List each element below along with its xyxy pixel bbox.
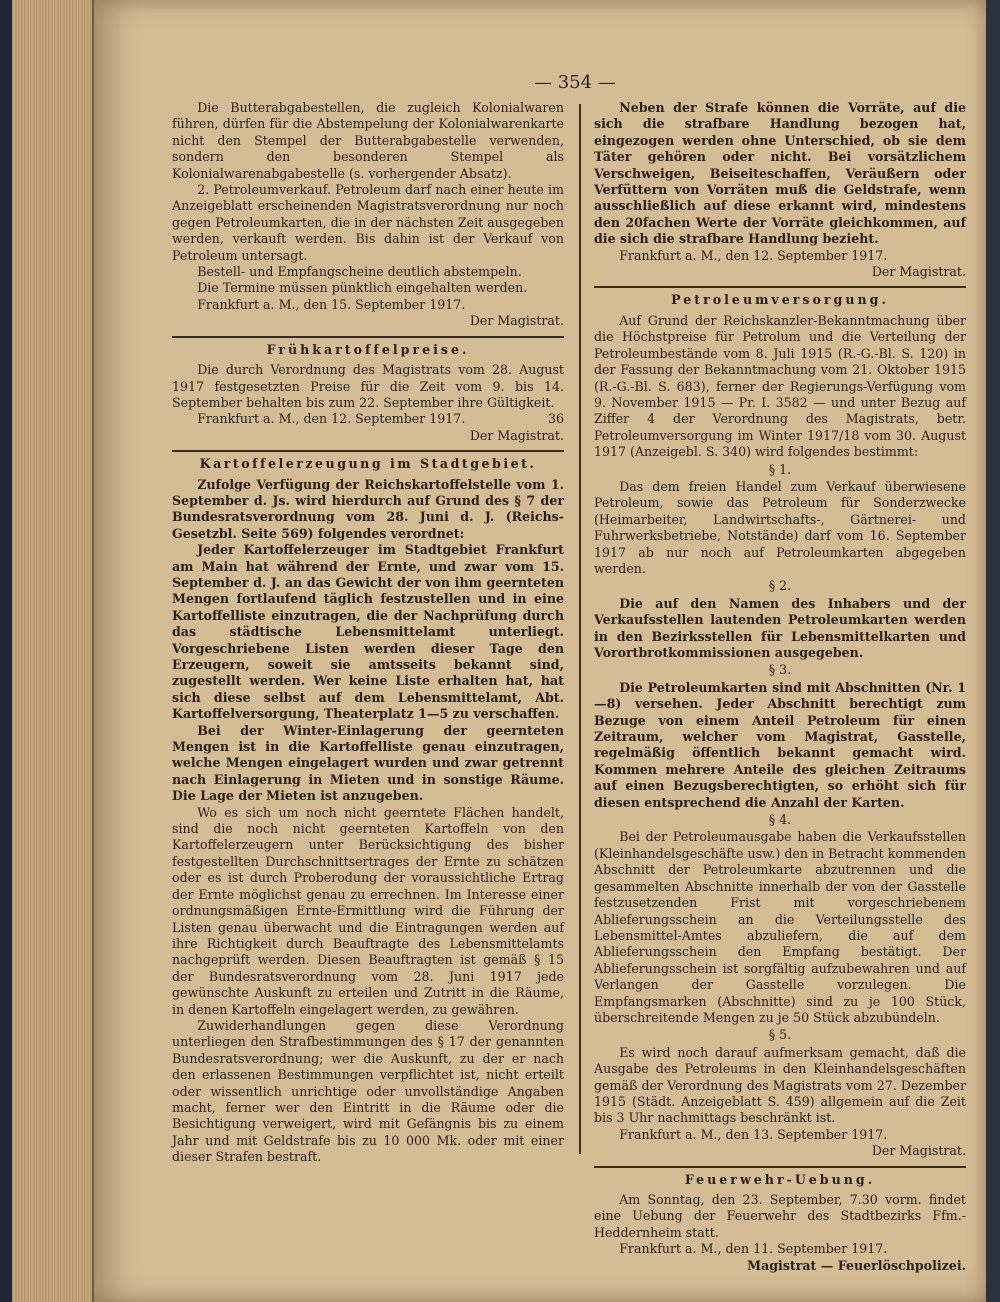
left-column xyxy=(172,100,564,1170)
notice-petroleumversorgung xyxy=(594,292,966,1159)
paragraph: Die Butterabgabestellen, die zugleich Kolonialwaren führen, dürfen für die Abstempelung der Kolonialwarenkarte nicht den Stempel der Butterabgabestelle verwenden, sondern den besonderen Stempel als Kolonialwarenabgabestelle (s. vorhergender Absatz). xyxy=(172,100,564,181)
paragraph: Es wird noch darauf aufmerksam gemacht, daß die Ausgabe des Petroleums in den Kleinhandelsgeschäften gemäß der Verordnung des Magistrats vom 27. Dezember 1915 (Städt. Anzeigeblatt S. 459) allgemein auf die Zeit bis 3 Uhr nachmittags beschränkt ist. xyxy=(594,1044,966,1126)
notice-feuerwehr-uebung xyxy=(594,1172,966,1274)
dateline-row xyxy=(172,411,564,427)
paragraph: Bei der Winter-Einlagerung der geernteten Mengen ist in die Kartoffelliste genau einzutragen, welche Mengen eingelagert wurden und zwar getrennt nach Einlagerung in Mieten und in sonstige Räume. Die Lage der Mieten ist anzugeben. xyxy=(172,722,564,804)
document-page xyxy=(94,0,986,1302)
right-column xyxy=(594,100,966,1278)
column-divider xyxy=(579,104,581,1154)
paragraph: 2. Petroleumverkauf. Petroleum darf nach einer heute im Anzeigeblatt erscheinenden Magistratsverordnung nur noch gegen Petroleumkarten, die in der nächsten Zeit ausgegeben werden, verkauft werden. Bis dahin ist der Verkauf von Petroleum untersagt. xyxy=(172,182,564,263)
paragraph: Die Petroleumkarten sind mit Abschnitten (Nr. 1—8) versehen. Jeder Abschnitt berechtigt zum Bezuge von einem Anteil Petroleum für einen Zeitraum, welcher vom Magistrat, Gasstelle, regelmäßig öffentlich bekannt gemacht wird. Kommen mehrere Anteile des gleichen Zeitraums auf einen Bezugsberechtigten, so erhöht sich für diesen entsprechend die Anzahl der Karten. xyxy=(594,679,966,810)
dateline: Frankfurt a. M., den 13. September 1917. xyxy=(619,1126,888,1142)
dateline: Frankfurt a. M., den 12. September 1917. xyxy=(197,411,466,427)
notice-continuation xyxy=(594,100,966,280)
section-heading: Frühkartoffelpreise. xyxy=(266,341,470,357)
dateline: Frankfurt a. M., den 12. September 1917. xyxy=(619,247,888,263)
section-mark: § 2. xyxy=(768,578,792,594)
paragraph: Zufolge Verfügung der Reichskartoffelstelle vom 1. September d. Js. wird hierdurch auf Grund des § 7 der Bundesratsverordnung vom 28. Juni d. J. (Reichs-Gesetzbl. Seite 569) folgendes verordnet: xyxy=(172,476,564,541)
signature: Der Magistrat. xyxy=(871,264,966,280)
paragraph: Das dem freien Handel zum Verkauf überwiesene Petroleum, sowie das Petroleum für Sonderzwecke (Heimarbeiter, Landwirtschafts-, Gärtnerei- und Fuhrwerksbetriebe, Notstände) darf vom 16. September 1917 ab nur noch auf Petroleumkarten abgegeben werden. xyxy=(594,478,966,576)
book-page-edges xyxy=(0,0,94,1302)
section-divider xyxy=(594,286,966,288)
dateline: Frankfurt a. M., den 15. September 1917. xyxy=(197,296,466,312)
section-divider xyxy=(594,1166,966,1168)
notice-butter xyxy=(172,100,564,330)
notice-fruehkartoffelpreise xyxy=(172,342,564,444)
paragraph: Die auf den Namen des Inhabers und der Verkaufsstellen lautenden Petroleumkarten werden in den Bezirksstellen für Lebensmittelkarten und Vorortbrotkommissionen ausgegeben. xyxy=(594,595,966,660)
paragraph: Zuwiderhandlungen gegen diese Verordnung unterliegen den Strafbestimmungen des § 17 der genannten Bundesratsverordnung; wer die Auskunft, zu der er nach den erlassenen Bestimmungen verpflichtet ist, nicht erteilt oder wissentlich unrichtige oder unvollständige Angaben macht, ferner wer den Eintritt in die Räume oder die Besichtigung verweigert, wird mit Gefängnis bis zu einem Jahr und mit Geldstrafe bis zu 10 000 Mk. oder mit einer dieser Strafen bestraft. xyxy=(172,1017,564,1165)
paragraph: Bei der Petroleumausgabe haben die Verkaufsstellen (Kleinhandelsgeschäfte usw.) den in Betracht kommenden Abschnitt der Petroleumkarte abzutrennen und die gesammelten Abschnitte innerhalb der von der Gasstelle festzusetzenden Frist mit vorgeschriebenem Ablieferungsschein an die Verteilungsstelle des Lebensmittel-Amtes abzuliefern, die auf dem Ablieferungsschein den Empfang bestätigt. Der Ablieferungsschein ist sorgfältig aufzubewahren und auf Verlangen der Gasstelle vorzulegen. Die Empfangsmarken (Abschnitte) sind zu je 100 Stück, überschreitende Mengen zu je 50 Stück abzubündeln. xyxy=(594,829,966,1025)
paragraph: Am Sonntag, den 23. September, 7.30 vorm. findet eine Uebung der Feuerwehr des Stadtbezirks Ffm.-Heddernheim statt. xyxy=(594,1192,966,1240)
section-divider xyxy=(172,450,564,452)
section-mark: § 5. xyxy=(768,1027,792,1043)
section-heading: Kartoffelerzeugung im Stadtgebiet. xyxy=(199,456,537,472)
section-divider xyxy=(172,336,564,338)
signature: Der Magistrat. xyxy=(469,313,564,329)
section-mark: § 3. xyxy=(768,662,792,678)
paragraph: Bestell- und Empfangscheine deutlich abstempeln. xyxy=(197,264,522,280)
notice-kartoffelerzeugung xyxy=(172,456,564,1165)
signature: Der Magistrat. xyxy=(871,1143,966,1159)
paragraph: Auf Grund der Reichskanzler-Bekanntmachung über die Höchstpreise für Petrolum und die Verteilung der Petroleumbestände vom 8. Juli 1915 (R.-G.-Bl. S. 120) in der Fassung der Bekanntmachung vom 21. Oktober 1915 (R.-G.-Bl. S. 683), ferner der Regierungs-Verfügung vom 9. November 1915 — Pr. I. 3582 — und unter Bezug auf Ziffer 4 der Verordnung des Magistrats, betr. Petroleumversorgung im Winter 1917/18 vom 30. August 1917 (Anzeigebl. S. 340) wird folgendes bestimmt: xyxy=(594,312,966,460)
paragraph: Wo es sich um noch nicht geerntete Flächen handelt, sind die noch nicht geernteten Kartoffeln von den Kartoffelerzeugern unter Berücksichtigung des bisher festgestellten Durchschnittsertrages der Ernte zu schätzen oder es ist durch Proberodung der voraussichtliche Ertrag der Ernte möglichst genau zu errechnen. Im Interesse einer ordnungsmäßigen Ernte-Ermittlung wird die Führung der Listen genau überwacht und die Eintragungen werden auf ihre Richtigkeit durch Beauftragte des Lebensmittelamts nachgeprüft werden. Diesen Beauftragten ist gemäß § 15 der Bundesratsverordnung vom 28. Juni 1917 jede gewünschte Auskunft zu erteilen und Zutritt in die Räume, in denen Kartoffeln eingelagert werden, zu gewähren. xyxy=(172,804,564,1017)
paragraph: Jeder Kartoffelerzeuger im Stadtgebiet Frankfurt am Main hat während der Ernte, und zwar vom 15. September d. J. an das Gewicht der von ihm geernteten Mengen fortlaufend täglich festzustellen und in eine Kartoffelliste einzutragen, die der Nachprüfung durch das städtische Lebensmittelamt unterliegt. Vorgeschriebene Listen werden dieser Tage den Erzeugern, soweit sie amtsseits bekannt sind, zugestellt werden. Wer keine Liste erhalten hat, hat sich diese selbst auf dem Lebensmittelamt, Abt. Kartoffelversorgung, Theaterplatz 1—5 zu verschaffen. xyxy=(172,542,564,722)
paragraph: Die Termine müssen pünktlich eingehalten werden. xyxy=(197,280,528,296)
dateline: Frankfurt a. M., den 11. September 1917. xyxy=(619,1241,888,1257)
section-heading: Feuerwehr-Uebung. xyxy=(684,1171,876,1187)
paragraph: Neben der Strafe können die Vorräte, auf die sich die strafbare Handlung bezogen hat, eingezogen werden ohne Unterschied, ob sie dem Täter gehören oder nicht. Bei vorsätzlichem Verschweigen, Beiseiteschaffen, Veräußern oder Verfüttern von Vorräten muß die Geldstrafe, wenn ausschließlich auf diese erkannt wird, mindestens den 20fachen Werte der Vorräte gleichkommen, auf die sich die strafbare Handlung bezieht. xyxy=(594,100,966,247)
signature: Der Magistrat. xyxy=(469,427,564,443)
section-mark: § 1. xyxy=(768,461,792,477)
signature: Magistrat — Feuerlöschpolizei. xyxy=(747,1257,966,1273)
section-mark: § 4. xyxy=(768,812,792,828)
section-heading: Petroleumversorgung. xyxy=(671,292,889,308)
page-number: — 354 — xyxy=(534,72,616,93)
book-cover-edge xyxy=(0,0,12,1302)
reference-number: 36 xyxy=(547,411,564,427)
paragraph: Die durch Verordnung des Magistrats vom 28. August 1917 festgesetzten Preise für die Zeit vom 9. bis 14. September behalten bis zum 22. September ihre Gültigkeit. xyxy=(172,362,564,410)
